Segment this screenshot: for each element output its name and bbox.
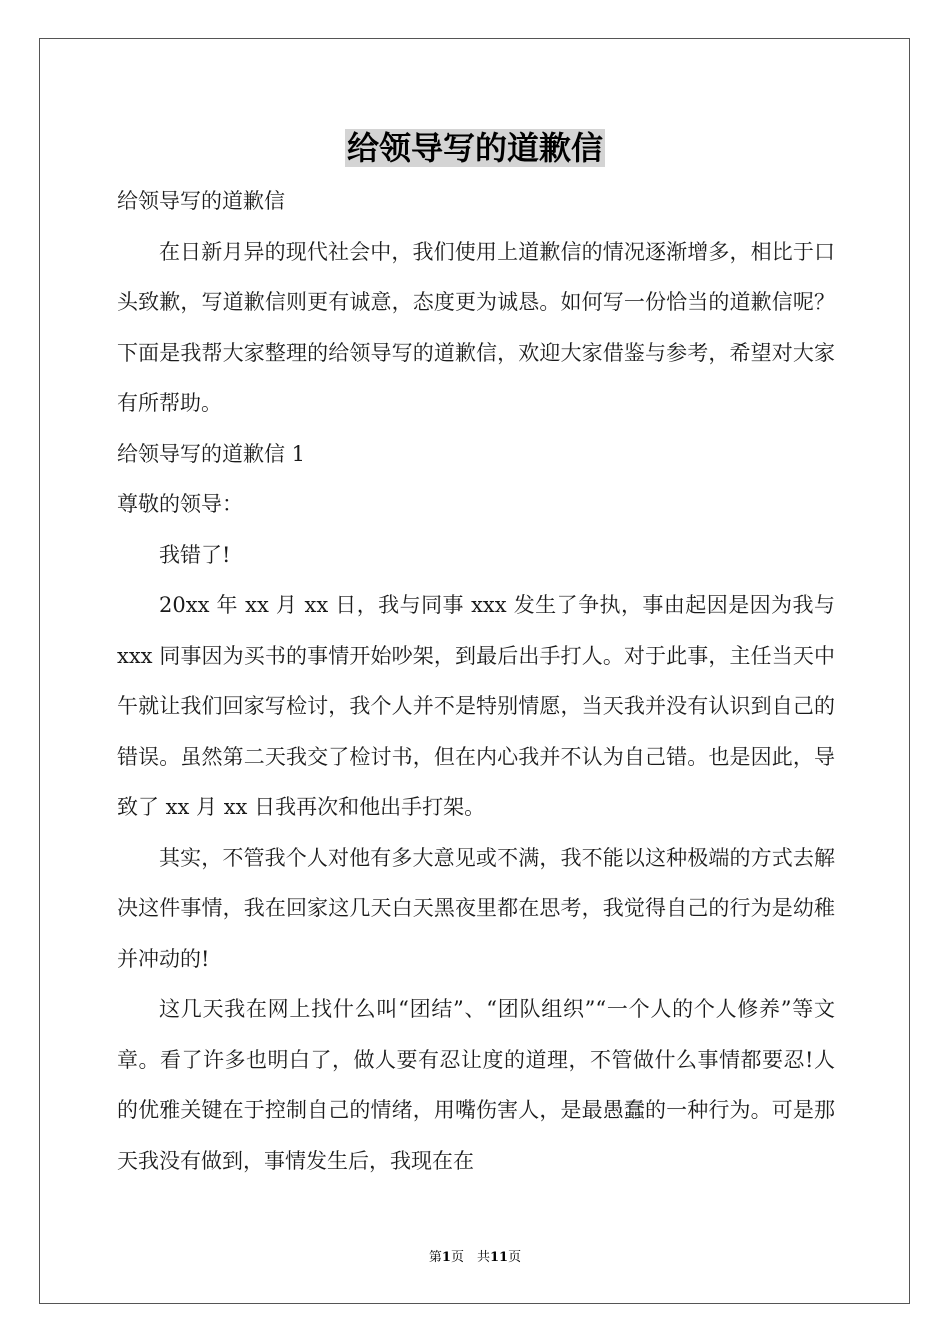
footer-suffix: 页 (508, 1250, 522, 1265)
document-body (117, 176, 835, 1186)
paragraph: 给领导写的道歉信 (117, 189, 285, 213)
document-title (0, 126, 950, 170)
footer-middle: 页 共 (450, 1250, 490, 1265)
footer-total-pages: 11 (489, 1250, 509, 1265)
paragraph: 其实，不管我个人对他有多大意见或不满，我不能以这种极端的方式去解决这件事情，我在回家这几天白天黑夜里都在思考，我觉得自己的行为是幼稚并冲动的! (117, 845, 835, 971)
document-title-text: 给领导写的道歉信 (346, 129, 603, 167)
footer-prefix: 第 (428, 1250, 442, 1265)
paragraph: 在日新月异的现代社会中，我们使用上道歉信的情况逐渐增多，相比于口头致歉，写道歉信则更有诚意，态度更为诚恳。如何写一份恰当的道歉信呢？下面是我帮大家整理的给领导写的道歉信，欢迎大家借鉴与参考，希望对大家有所帮助。 (117, 239, 835, 415)
footer-page-number: 1 (441, 1250, 451, 1265)
paragraph: 我错了! (159, 542, 231, 567)
paragraph: 这几天我在网上找什么叫“团结”、“团队组织”“一个人的个人修养”等文章。看了许多也明白了，做人要有忍让度的道理，不管做什么事情都要忍!人的优雅关键在于控制自己的情绪，用嘴伤害人，是最愚蠢的一种行为。可是那天我没有做到，事情发生后，我现在在 (117, 997, 835, 1173)
page-footer (0, 1246, 950, 1265)
paragraph: 给领导写的道歉信 1 (117, 441, 306, 466)
paragraph: 尊敬的领导： (117, 492, 243, 516)
paragraph: 20xx 年 xx 月 xx 日，我与同事 xxx 发生了争执，事由起因是因为我与 xxx 同事因为买书的事情开始吵架，到最后出手打人。对于此事，主任当天中午就让我们回家写检讨，我个人并不是特别情愿，当天我并没有认识到自己的错误。虽然第二天我交了检讨书，但在内心我并不认为自己错。也是因此，导致了 xx 月 xx 日我再次和他出手打架。 (117, 593, 835, 819)
